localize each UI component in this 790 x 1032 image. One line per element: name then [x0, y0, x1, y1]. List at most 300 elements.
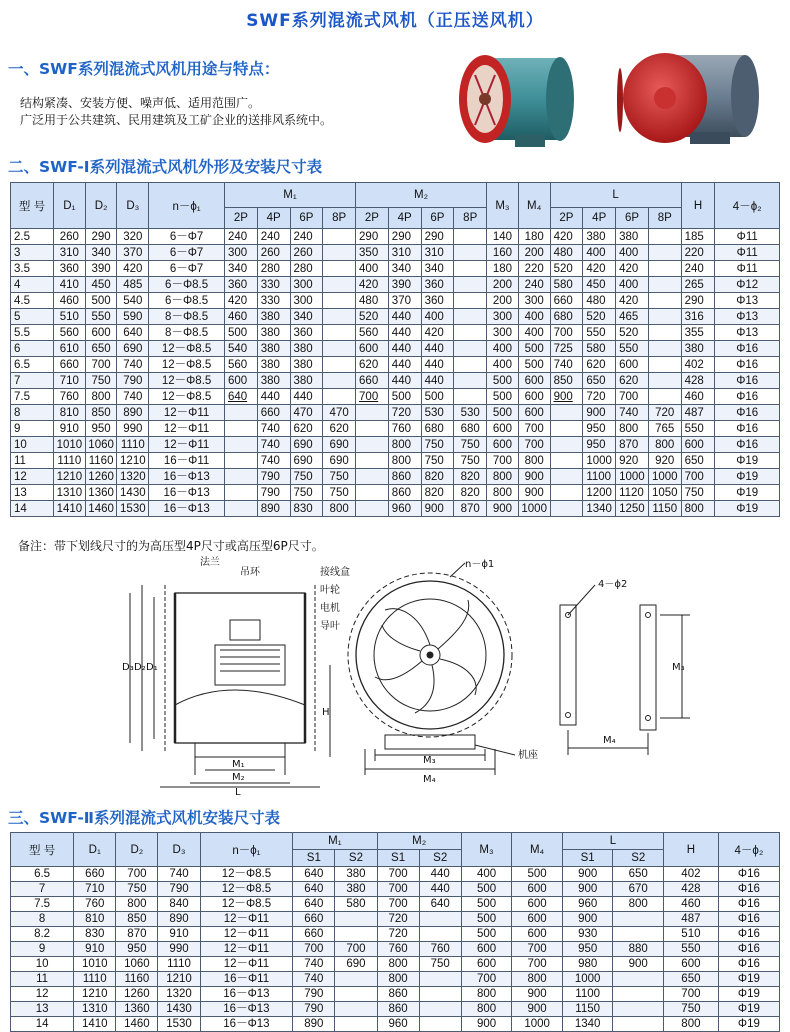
- table-cell: 990: [158, 942, 200, 957]
- table-cell: Φ16: [718, 882, 779, 897]
- table-row: [11, 277, 780, 293]
- table-cell: 390: [388, 277, 421, 293]
- table-cell: 800: [85, 389, 117, 405]
- col-l-2p: 2P: [550, 208, 583, 229]
- col2-m2: M₂: [377, 833, 461, 850]
- table-cell: 850: [116, 912, 158, 927]
- table-cell: 16－Φ13: [149, 501, 225, 517]
- table-cell: 710: [54, 373, 86, 389]
- table-cell: Φ16: [715, 389, 780, 405]
- table-cell: 580: [583, 341, 616, 357]
- table-cell: 390: [85, 261, 117, 277]
- table-cell: 890: [293, 1017, 335, 1032]
- table-cell: 8: [11, 912, 74, 927]
- section1-line-2: 广泛用于公共建筑、民用建筑及工矿企业的送排风系统中。: [20, 113, 333, 127]
- table-cell: 720: [583, 389, 616, 405]
- table-cell: 440: [388, 309, 421, 325]
- table-cell: 720: [377, 912, 419, 927]
- table-cell: 800: [461, 987, 512, 1002]
- table-cell: Φ16: [718, 927, 779, 942]
- table-cell: 540: [117, 293, 149, 309]
- table-cell: 16－Φ13: [149, 469, 225, 485]
- table-cell: 660: [356, 373, 389, 389]
- col2-m3: M₃: [461, 833, 512, 867]
- table-cell: 950: [583, 437, 616, 453]
- table-cell: 380: [290, 341, 323, 357]
- table-cell: 1160: [116, 972, 158, 987]
- label-m3-plan: M₃: [672, 662, 685, 673]
- col2-m4: M₄: [512, 833, 563, 867]
- table-cell: 16－Φ13: [149, 485, 225, 501]
- table-cell: 620: [290, 421, 323, 437]
- table-cell: 750: [454, 437, 487, 453]
- table-row: [11, 421, 780, 437]
- table-cell: Φ16: [718, 867, 779, 882]
- table-cell: 680: [421, 421, 454, 437]
- table-cell: 1250: [616, 501, 649, 517]
- table-cell: [550, 405, 583, 421]
- table-cell: Φ19: [718, 972, 779, 987]
- table-cell: 8: [11, 405, 54, 421]
- table-cell: 760: [388, 421, 421, 437]
- table-cell: 1310: [74, 1002, 116, 1017]
- table-cell: 560: [54, 325, 86, 341]
- table-cell: 1210: [74, 987, 116, 1002]
- table-cell: Φ19: [715, 501, 780, 517]
- table-cell: 600: [487, 437, 519, 453]
- table-cell: [323, 277, 356, 293]
- label-guide-vane: 导叶: [320, 621, 340, 632]
- table-cell: 185: [681, 229, 715, 245]
- table-cell: 6－Φ7: [149, 261, 225, 277]
- table-cell: 600: [512, 882, 563, 897]
- col2-d1: D₁: [74, 833, 116, 867]
- col-m3: M₃: [487, 183, 519, 229]
- table-cell: [454, 357, 487, 373]
- fan-photo-1: [459, 55, 574, 147]
- table-cell: 900: [562, 867, 613, 882]
- table-cell: [335, 1002, 377, 1017]
- table-cell: 400: [421, 309, 454, 325]
- table-cell: 750: [85, 373, 117, 389]
- table-cell: [356, 405, 389, 421]
- table-cell: 890: [117, 405, 149, 421]
- table-cell: 790: [293, 1002, 335, 1017]
- table-cell: [648, 245, 681, 261]
- table-cell: Φ11: [715, 229, 780, 245]
- table-row: [11, 325, 780, 341]
- table-cell: 700: [518, 421, 550, 437]
- table-cell: 550: [681, 421, 715, 437]
- table-cell: 1000: [512, 1017, 563, 1032]
- col-m2: M₂: [356, 183, 487, 208]
- table-cell: 1000: [562, 972, 613, 987]
- table-cell: 660: [293, 912, 335, 927]
- table-cell: [323, 341, 356, 357]
- label-d2: D₂: [134, 662, 146, 673]
- table-cell: 840: [158, 897, 200, 912]
- table-cell: [224, 437, 257, 453]
- table-cell: 900: [583, 405, 616, 421]
- table-cell: 340: [388, 261, 421, 277]
- table-cell: 760: [74, 897, 116, 912]
- table-cell: 800: [116, 897, 158, 912]
- table-cell: 300: [487, 325, 519, 341]
- table-cell: 480: [550, 245, 583, 261]
- col-m1-8p: 8P: [323, 208, 356, 229]
- table-cell: 850: [85, 405, 117, 421]
- table-cell: 1310: [54, 485, 86, 501]
- table-cell: 500: [461, 897, 512, 912]
- table-cell: [454, 245, 487, 261]
- table-cell: 680: [454, 421, 487, 437]
- table-cell: 640: [419, 897, 461, 912]
- table-cell: 5: [11, 309, 54, 325]
- table-cell: 1060: [116, 957, 158, 972]
- table-cell: 550: [664, 942, 719, 957]
- table-cell: [648, 341, 681, 357]
- section1-heading: 一、SWF系列混流式风机用途与特点：: [8, 60, 280, 78]
- table-cell: 9: [11, 942, 74, 957]
- col-m1-6p: 6P: [290, 208, 323, 229]
- table-cell: [335, 912, 377, 927]
- table-cell: 485: [117, 277, 149, 293]
- table-cell: 8－Φ8.5: [149, 325, 225, 341]
- table-cell: 340: [224, 261, 257, 277]
- table-cell: 290: [85, 229, 117, 245]
- table-cell: 960: [562, 897, 613, 912]
- col2-m2-s2: S2: [419, 850, 461, 867]
- table-cell: 900: [518, 469, 550, 485]
- table-cell: 610: [54, 341, 86, 357]
- table-cell: [224, 485, 257, 501]
- table-cell: 1060: [85, 437, 117, 453]
- table-cell: 400: [461, 867, 512, 882]
- table-cell: 465: [616, 309, 649, 325]
- table-cell: [323, 261, 356, 277]
- table-cell: 700: [377, 882, 419, 897]
- table-row: [11, 405, 780, 421]
- table-cell: 800: [388, 437, 421, 453]
- table-cell: 1110: [158, 957, 200, 972]
- table-cell: 1460: [85, 501, 117, 517]
- table-cell: 360: [54, 261, 86, 277]
- swf1-dimension-table: [10, 182, 780, 517]
- table-cell: 6－Φ7: [149, 245, 225, 261]
- table-cell: [323, 325, 356, 341]
- table-cell: 290: [356, 229, 389, 245]
- table-cell: [648, 357, 681, 373]
- table-row: [11, 912, 780, 927]
- table-cell: Φ16: [718, 957, 779, 972]
- table-cell: 660: [293, 927, 335, 942]
- table-cell: 360: [224, 277, 257, 293]
- table-cell: 6: [11, 341, 54, 357]
- label-motor: 电机: [320, 603, 340, 614]
- front-view: [348, 563, 515, 775]
- table-cell: Φ13: [715, 325, 780, 341]
- table-cell: [648, 389, 681, 405]
- table-cell: 240: [224, 229, 257, 245]
- table-cell: 400: [616, 245, 649, 261]
- table-cell: 500: [421, 389, 454, 405]
- table-cell: 5.5: [11, 325, 54, 341]
- table-cell: 870: [116, 927, 158, 942]
- table-cell: 470: [323, 405, 356, 421]
- table-cell: 330: [257, 293, 290, 309]
- table-cell: 750: [323, 469, 356, 485]
- col-l-4p: 4P: [583, 208, 616, 229]
- table-cell: [356, 437, 389, 453]
- table-cell: 16－Φ13: [200, 987, 293, 1002]
- table-cell: 1110: [54, 453, 86, 469]
- table-cell: 180: [518, 229, 550, 245]
- table-cell: 480: [356, 293, 389, 309]
- col-m2-2p: 2P: [356, 208, 389, 229]
- table-cell: 290: [421, 229, 454, 245]
- table-cell: [613, 987, 664, 1002]
- table-cell: Φ19: [715, 453, 780, 469]
- table-cell: 700: [85, 357, 117, 373]
- col2-m2-s1: S1: [377, 850, 419, 867]
- table-cell: [550, 453, 583, 469]
- table-cell: 380: [257, 341, 290, 357]
- fan-photo-2: [617, 53, 759, 144]
- table-cell: Φ12: [715, 277, 780, 293]
- table-cell: 11: [11, 972, 74, 987]
- table-cell: 600: [664, 957, 719, 972]
- table-cell: [613, 1002, 664, 1017]
- col-m2-8p: 8P: [454, 208, 487, 229]
- col-m1-4p: 4P: [257, 208, 290, 229]
- table-cell: 1000: [518, 501, 550, 517]
- table-cell: 220: [518, 261, 550, 277]
- table-cell: 710: [74, 882, 116, 897]
- table-cell: 700: [377, 867, 419, 882]
- table-cell: 520: [356, 309, 389, 325]
- table-cell: 560: [356, 325, 389, 341]
- table-cell: 950: [583, 421, 616, 437]
- table-cell: 750: [454, 453, 487, 469]
- table-cell: [550, 485, 583, 501]
- table-cell: [224, 405, 257, 421]
- table-cell: 1150: [562, 1002, 613, 1017]
- table-cell: 1260: [116, 987, 158, 1002]
- table-cell: 620: [323, 421, 356, 437]
- table-cell: 7: [11, 373, 54, 389]
- table-cell: 300: [290, 293, 323, 309]
- col2-phi2: 4－ϕ₂: [718, 833, 779, 867]
- table-cell: 8－Φ8.5: [149, 309, 225, 325]
- table-cell: 550: [616, 341, 649, 357]
- label-impeller: 叶轮: [320, 585, 340, 596]
- table-cell: 640: [293, 897, 335, 912]
- col2-l-s1: S1: [562, 850, 613, 867]
- table-cell: 560: [224, 357, 257, 373]
- table-cell: 400: [518, 325, 550, 341]
- label-m4-front: M₄: [423, 774, 436, 785]
- table-cell: 640: [293, 882, 335, 897]
- table-cell: 520: [583, 309, 616, 325]
- table-cell: 4.5: [11, 293, 54, 309]
- table-row: [11, 373, 780, 389]
- table-row: [11, 229, 780, 245]
- table-cell: 900: [518, 485, 550, 501]
- table-cell: 12－Φ11: [200, 912, 293, 927]
- table-cell: Φ16: [715, 437, 780, 453]
- table-cell: 310: [421, 245, 454, 261]
- table-cell: 300: [487, 309, 519, 325]
- table-cell: 420: [356, 277, 389, 293]
- table-cell: 300: [290, 277, 323, 293]
- table-cell: 290: [388, 229, 421, 245]
- table-cell: 580: [550, 277, 583, 293]
- table-cell: 700: [518, 437, 550, 453]
- table-cell: [550, 437, 583, 453]
- table-cell: Φ16: [715, 405, 780, 421]
- table-cell: 600: [224, 373, 257, 389]
- col-d1: D₁: [54, 183, 86, 229]
- table-cell: 1360: [85, 485, 117, 501]
- table-cell: 920: [616, 453, 649, 469]
- table-cell: 400: [356, 261, 389, 277]
- table-cell: 12－Φ11: [149, 405, 225, 421]
- table-cell: 1200: [583, 485, 616, 501]
- table-cell: 330: [257, 277, 290, 293]
- base-plan-view: [560, 585, 690, 755]
- table-cell: 340: [421, 261, 454, 277]
- table-cell: 650: [583, 373, 616, 389]
- table-cell: 487: [681, 405, 715, 421]
- table-cell: 460: [664, 897, 719, 912]
- table-cell: [323, 357, 356, 373]
- table-cell: 1050: [648, 485, 681, 501]
- table-cell: Φ16: [715, 357, 780, 373]
- col2-d2: D₂: [116, 833, 158, 867]
- table-row: [11, 389, 780, 405]
- table-cell: 3: [11, 245, 54, 261]
- table-cell: 500: [388, 389, 421, 405]
- table-cell: 750: [323, 485, 356, 501]
- table-cell: 700: [377, 897, 419, 912]
- table-cell: 380: [583, 229, 616, 245]
- table-cell: 900: [487, 501, 519, 517]
- table-cell: 520: [616, 325, 649, 341]
- table-cell: 440: [388, 373, 421, 389]
- table-cell: 420: [583, 261, 616, 277]
- table-cell: [224, 501, 257, 517]
- table-cell: 600: [487, 421, 519, 437]
- table-cell: 402: [681, 357, 715, 373]
- table-cell: 500: [487, 373, 519, 389]
- table-cell: 660: [550, 293, 583, 309]
- label-base: 机座: [518, 750, 538, 761]
- table-cell: 820: [454, 485, 487, 501]
- table-cell: 880: [613, 942, 664, 957]
- table-cell: 900: [562, 912, 613, 927]
- table-cell: 700: [356, 389, 389, 405]
- table-cell: 740: [293, 957, 335, 972]
- table-cell: 440: [257, 389, 290, 405]
- section3-heading: 三、SWF-Ⅱ系列混流式风机安装尺寸表: [8, 809, 281, 827]
- table-cell: 12－Φ8.5: [149, 357, 225, 373]
- table-cell: 300: [224, 245, 257, 261]
- label-m1: M₁: [232, 759, 245, 770]
- table-cell: 760: [54, 389, 86, 405]
- table-cell: Φ19: [718, 1002, 779, 1017]
- table-cell: [454, 389, 487, 405]
- table-note: 备注：带下划线尺寸的为高压型4P尺寸或高压型6P尺寸。: [18, 539, 324, 553]
- table-cell: 380: [290, 373, 323, 389]
- table-cell: 830: [74, 927, 116, 942]
- table-cell: 700: [512, 942, 563, 957]
- table-cell: 420: [224, 293, 257, 309]
- table-cell: 200: [518, 245, 550, 261]
- table-cell: 750: [419, 957, 461, 972]
- swf2-dimension-table: [10, 832, 780, 1032]
- table-cell: 470: [290, 405, 323, 421]
- table-cell: [419, 1017, 461, 1032]
- table-cell: 750: [421, 437, 454, 453]
- table-cell: 1110: [74, 972, 116, 987]
- table-cell: 740: [117, 389, 149, 405]
- table-cell: 790: [257, 485, 290, 501]
- table-cell: 12－Φ8.5: [200, 867, 293, 882]
- table-cell: 290: [681, 293, 715, 309]
- table-cell: 660: [74, 867, 116, 882]
- table-cell: 860: [377, 987, 419, 1002]
- section2-heading: 二、SWF-Ⅰ系列混流式风机外形及安装尺寸表: [8, 158, 323, 176]
- table-cell: [454, 373, 487, 389]
- table-cell: 1530: [117, 501, 149, 517]
- table-cell: 380: [257, 373, 290, 389]
- label-d1: D₁: [146, 662, 158, 673]
- table-cell: 1150: [648, 501, 681, 517]
- table-cell: 620: [356, 357, 389, 373]
- table-cell: 487: [664, 912, 719, 927]
- table-cell: 640: [117, 325, 149, 341]
- table-cell: 530: [421, 405, 454, 421]
- table-row: [11, 1017, 780, 1032]
- table-cell: 510: [54, 309, 86, 325]
- table-cell: 12: [11, 469, 54, 485]
- table-cell: 160: [487, 245, 519, 261]
- col-n-phi1: n－ϕ₁: [149, 183, 225, 229]
- table-cell: Φ19: [715, 469, 780, 485]
- table-cell: [613, 972, 664, 987]
- table-cell: 740: [158, 867, 200, 882]
- table-row: [11, 437, 780, 453]
- table-cell: 500: [461, 927, 512, 942]
- table-row: [11, 341, 780, 357]
- label-l: L: [235, 787, 241, 795]
- table-cell: 1110: [117, 437, 149, 453]
- table-cell: [356, 421, 389, 437]
- table-cell: 240: [290, 229, 323, 245]
- table-cell: 380: [335, 882, 377, 897]
- table-cell: 800: [648, 437, 681, 453]
- table-cell: 820: [421, 485, 454, 501]
- table-row: [11, 927, 780, 942]
- table-cell: 750: [421, 453, 454, 469]
- table-cell: [648, 293, 681, 309]
- table-cell: 440: [421, 373, 454, 389]
- table-cell: 700: [116, 867, 158, 882]
- table-cell: 980: [562, 957, 613, 972]
- table-cell: 200: [487, 293, 519, 309]
- table-cell: 460: [681, 389, 715, 405]
- table-cell: 640: [224, 389, 257, 405]
